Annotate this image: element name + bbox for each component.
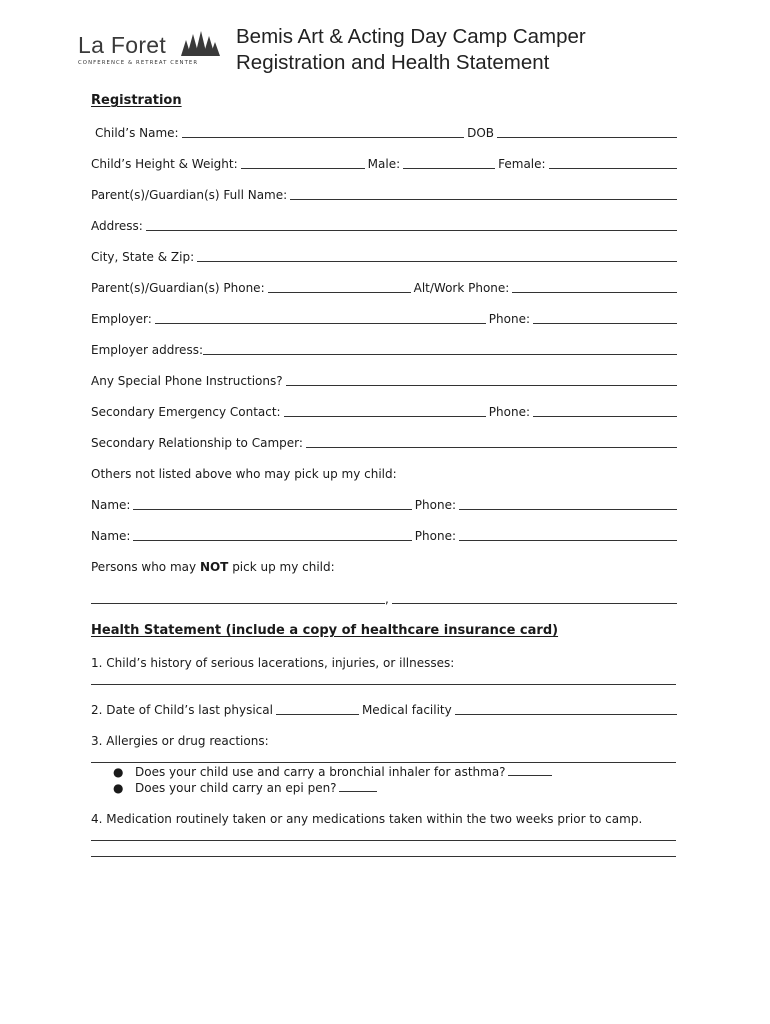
- female-label: Female:: [498, 157, 546, 171]
- pickup-2-phone-label: Phone:: [414, 529, 456, 543]
- registration-heading: Registration: [91, 93, 182, 108]
- physical-date-field[interactable]: [276, 702, 359, 715]
- medical-facility-label: Medical facility: [361, 703, 452, 717]
- guardian-phone-field[interactable]: [268, 280, 411, 293]
- q2-row: [91, 701, 677, 717]
- employer-phone-label: Phone:: [488, 312, 530, 326]
- secondary-phone-label: Phone:: [488, 405, 530, 419]
- height-weight-row: [91, 155, 677, 171]
- bullet-icon: ●: [113, 781, 124, 795]
- address-field[interactable]: [146, 218, 677, 231]
- others-pickup-label: Others not listed above who may pick up my child:: [91, 467, 397, 481]
- page-title: [236, 24, 586, 76]
- q4-label: 4. Medication routinely taken or any medications taken within the two weeks prior to camp.: [91, 812, 643, 826]
- height-weight-label: Child’s Height & Weight:: [91, 157, 238, 171]
- alt-work-phone-field[interactable]: [512, 280, 677, 293]
- city-state-zip-field[interactable]: [197, 249, 677, 262]
- pickup-2-name-field[interactable]: [133, 528, 411, 541]
- secondary-relationship-label: Secondary Relationship to Camper:: [91, 436, 303, 450]
- epi-pen-answer-field[interactable]: [339, 781, 377, 792]
- alt-work-phone-label: Alt/Work Phone:: [413, 281, 510, 295]
- q4-answer-line-2[interactable]: [91, 856, 676, 857]
- title-line-2: Registration and Health Statement: [236, 51, 550, 74]
- pickup-1-phone-label: Phone:: [414, 498, 456, 512]
- address-label: Address:: [91, 219, 143, 233]
- q3-label: 3. Allergies or drug reactions:: [91, 734, 269, 748]
- employer-field[interactable]: [155, 311, 486, 324]
- employer-address-row: [91, 341, 677, 357]
- not-pickup-text-1: Persons who may: [91, 560, 200, 574]
- secondary-relationship-field[interactable]: [306, 435, 677, 448]
- pickup-1-phone-field[interactable]: [459, 497, 677, 510]
- not-pickup-field-2[interactable]: [392, 591, 677, 604]
- secondary-contact-field[interactable]: [284, 404, 486, 417]
- pickup-1-row: [91, 496, 677, 512]
- guardian-phone-label: Parent(s)/Guardian(s) Phone:: [91, 281, 265, 295]
- epi-pen-question-text: Does your child carry an epi pen?: [135, 781, 337, 795]
- not-pickup-separator: ,: [385, 592, 389, 606]
- male-label: Male:: [367, 157, 401, 171]
- employer-phone-field[interactable]: [533, 311, 677, 324]
- employer-row: [91, 310, 677, 326]
- inhaler-answer-field[interactable]: [508, 765, 552, 776]
- q1-answer-line[interactable]: [91, 684, 676, 685]
- guardian-name-field[interactable]: [290, 187, 677, 200]
- childs-name-label: Child’s Name:: [95, 126, 179, 140]
- guardian-phone-row: [91, 279, 677, 295]
- not-pickup-field-1[interactable]: [91, 591, 385, 604]
- bullet-icon: ●: [113, 765, 124, 779]
- employer-label: Employer:: [91, 312, 152, 326]
- city-state-zip-label: City, State & Zip:: [91, 250, 195, 264]
- logo-subtitle: CONFERENCE & RETREAT CENTER: [78, 60, 199, 66]
- dob-label: DOB: [467, 126, 494, 140]
- q1-label: 1. Child’s history of serious lacerations, injuries, or illnesses:: [91, 656, 455, 670]
- secondary-phone-field[interactable]: [533, 404, 677, 417]
- special-phone-label: Any Special Phone Instructions?: [91, 374, 283, 388]
- q3-answer-line[interactable]: [91, 762, 676, 763]
- secondary-contact-label: Secondary Emergency Contact:: [91, 405, 281, 419]
- female-field[interactable]: [549, 156, 677, 169]
- childs-name-row: [95, 124, 677, 140]
- pine-trees-icon: [178, 30, 220, 58]
- not-pickup-label: [91, 560, 335, 574]
- male-field[interactable]: [403, 156, 495, 169]
- childs-name-field[interactable]: [182, 125, 464, 138]
- special-phone-row: [91, 372, 677, 388]
- not-pickup-bold: NOT: [199, 560, 229, 574]
- health-heading: Health Statement (include a copy of healthcare insurance card): [91, 623, 559, 638]
- not-pickup-text-2: pick up my child:: [228, 560, 335, 574]
- secondary-contact-row: [91, 403, 677, 419]
- employer-address-label: Employer address:: [91, 343, 203, 357]
- pickup-2-name-label: Name:: [91, 529, 131, 543]
- height-weight-field[interactable]: [241, 156, 365, 169]
- epi-pen-question: [113, 781, 377, 795]
- pickup-2-row: [91, 527, 677, 543]
- logo-name: La Foret: [78, 32, 167, 58]
- medical-facility-field[interactable]: [455, 702, 677, 715]
- q4-answer-line-1[interactable]: [91, 840, 676, 841]
- employer-address-field[interactable]: [203, 342, 677, 355]
- special-phone-field[interactable]: [286, 373, 677, 386]
- pickup-1-name-field[interactable]: [133, 497, 411, 510]
- dob-field[interactable]: [497, 125, 677, 138]
- title-line-1: Bemis Art & Acting Day Camp Camper: [236, 25, 586, 48]
- not-pickup-row: [91, 590, 677, 606]
- inhaler-question-text: Does your child use and carry a bronchial inhaler for asthma?: [135, 765, 506, 779]
- guardian-name-row: [91, 186, 677, 202]
- pickup-2-phone-field[interactable]: [459, 528, 677, 541]
- address-row: [91, 217, 677, 233]
- pickup-1-name-label: Name:: [91, 498, 131, 512]
- guardian-name-label: Parent(s)/Guardian(s) Full Name:: [91, 188, 288, 202]
- city-state-zip-row: [91, 248, 677, 264]
- q2-label: 2. Date of Child’s last physical: [91, 703, 273, 717]
- la-foret-logo: [78, 30, 228, 70]
- inhaler-question: [113, 765, 552, 779]
- secondary-relationship-row: [91, 434, 677, 450]
